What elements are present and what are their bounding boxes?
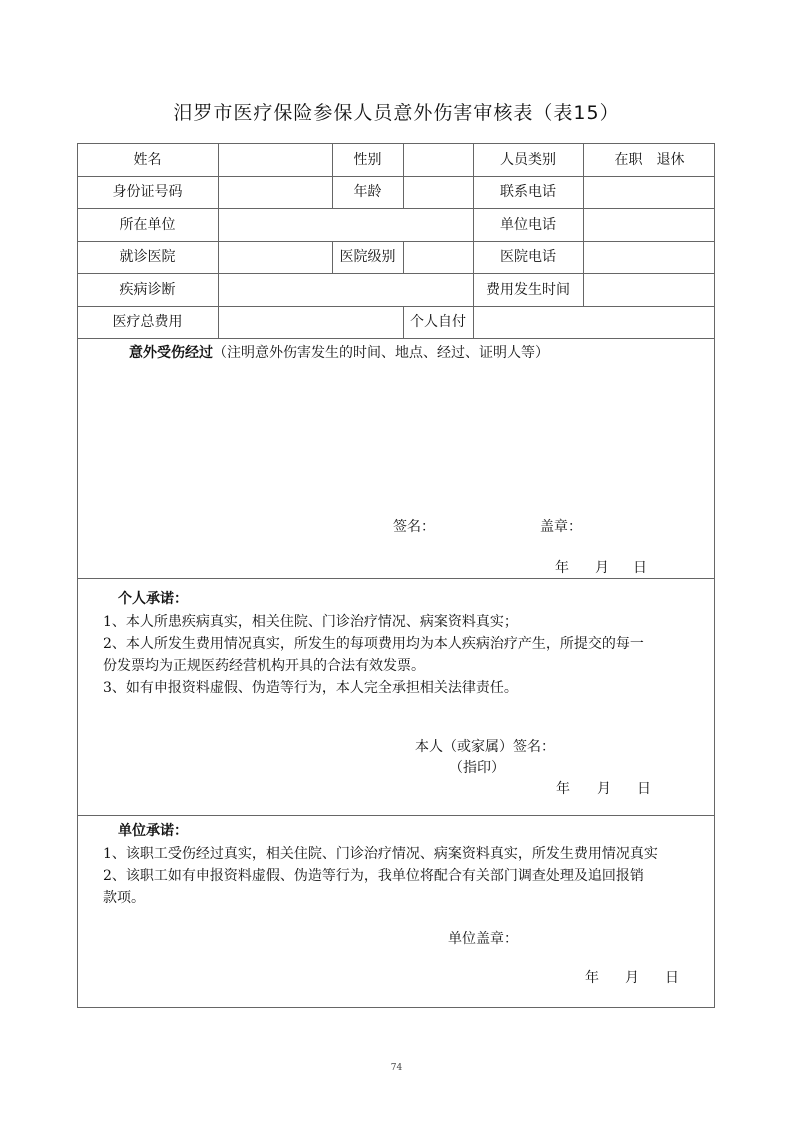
fingerprint-label: （指印） [449,760,505,776]
accident-seal-label: 盖章： [540,519,582,535]
accident-heading-line [129,342,549,362]
unit-year: 年 [585,970,599,986]
accident-month: 月 [595,560,609,576]
section-divider [77,578,715,579]
personal-day: 日 [637,781,651,797]
accident-note: （注明意外伤害发生的时间、地点、经过、证明人等） [213,345,549,361]
unit-month: 月 [625,970,639,986]
label-hospital: 就诊医院 [119,249,176,265]
section-divider [77,815,715,816]
label-total-cost: 医疗总费用 [112,314,183,330]
unit-pledge-line: 款项。 [103,890,145,906]
accident-description-field[interactable] [80,362,712,502]
accident-heading: 意外受伤经过 [129,345,213,361]
unit-seal-label: 单位盖章： [448,931,518,947]
accident-year: 年 [555,560,569,576]
person-type-options[interactable]: 在职 退休 [614,152,685,168]
label-name: 姓名 [133,152,162,168]
personal-pledge-heading: 个人承诺： [118,591,188,607]
label-self-pay: 个人自付 [410,314,466,330]
personal-year: 年 [556,781,570,797]
row-divider [77,338,715,339]
label-gender: 性别 [353,152,382,168]
accident-sign-label: 签名： [393,519,435,535]
col-divider [218,143,219,338]
label-person-type: 人员类别 [500,152,556,168]
unit-day: 日 [665,970,679,986]
personal-sign-label: 本人（或家属）签名： [415,739,555,755]
personal-pledge-line: 2、本人所发生费用情况真实，所发生的每项费用均为本人疾病治疗产生，所提交的每一 [103,636,644,652]
label-employer: 所在单位 [119,217,176,233]
form-title: 汨罗市医疗保险参保人员意外伤害审核表（表15） [173,102,620,124]
label-employer-phone: 单位电话 [500,217,556,233]
personal-pledge-line: 3、如有申报资料虚假、伪造等行为，本人完全承担相关法律责任。 [103,680,518,696]
page-number: 74 [390,1063,403,1073]
personal-month: 月 [597,781,611,797]
label-expense-date: 费用发生时间 [486,282,570,298]
unit-pledge-line: 2、该职工如有申报资料虚假、伪造等行为，我单位将配合有关部门调查处理及追回报销 [103,868,644,884]
col-divider [403,143,404,208]
unit-pledge-heading: 单位承诺： [118,823,188,839]
personal-pledge-line: 1、本人所患疾病真实，相关住院、门诊治疗情况、病案资料真实； [103,614,518,630]
unit-pledge-line: 1、该职工受伤经过真实，相关住院、门诊治疗情况、病案资料真实，所发生费用情况真实 [103,846,658,862]
accident-day: 日 [633,560,647,576]
label-diagnosis: 疾病诊断 [119,282,176,298]
col-divider [403,241,404,273]
label-age: 年龄 [353,184,382,200]
label-hospital-level: 医院级别 [339,249,396,265]
personal-pledge-line: 份发票均为正规医药经营机构开具的合法有效发票。 [103,658,425,674]
label-contact-phone: 联系电话 [500,184,556,200]
label-hospital-phone: 医院电话 [500,249,556,265]
label-id-number: 身份证号码 [112,184,183,200]
